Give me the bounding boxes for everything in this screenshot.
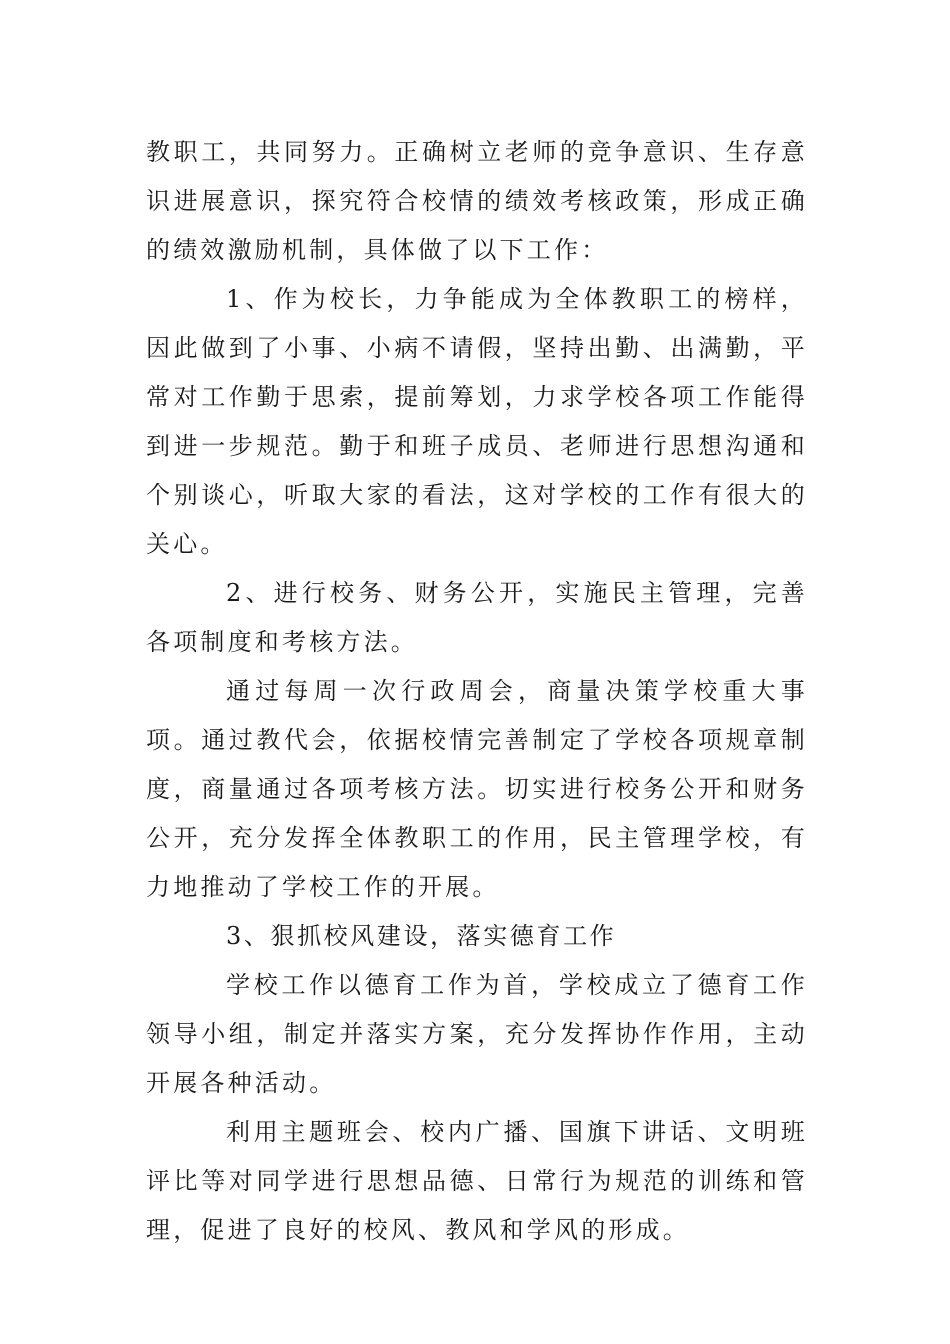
paragraph-item-3-heading: 3、狠抓校风建设，落实德育工作 [226,922,617,950]
paragraph-intro: 教职工，共同努力。正确树立老师的竞争意识、生存意识进展意识，探究符合校情的绩效考核政策，形成正确的绩效激励机制，具体做了以下工作： [146,138,808,264]
document-body [146,128,808,1255]
paragraph-item-2: 2、进行校务、财务公开，实施民主管理，完善各项制度和考核方法。 [146,579,808,656]
paragraph-item-1: 1、作为校长，力争能成为全体教职工的榜样，因此做到了小事、小病不请假，坚持出勤、出满勤，平常对工作勤于思索，提前筹划，力求学校各项工作能得到进一步规范。勤于和班子成员、老师进行思想沟通和个别谈心，听取大家的看法，这对学校的工作有很大的关心。 [146,285,808,558]
paragraph-class-meetings: 利用主题班会、校内广播、国旗下讲话、文明班评比等对同学进行思想品德、日常行为规范的训练和管理，促进了良好的校风、教风和学风的形成。 [146,1118,808,1244]
paragraph-moral-education: 学校工作以德育工作为首，学校成立了德育工作领导小组，制定并落实方案，充分发挥协作作用，主动开展各种活动。 [146,971,808,1097]
paragraph-weekly-meeting: 通过每周一次行政周会，商量决策学校重大事项。通过教代会，依据校情完善制定了学校各项规章制度，商量通过各项考核方法。切实进行校务公开和财务公开，充分发挥全体教职工的作用，民主管理学校，有力地推动了学校工作的开展。 [146,677,808,901]
